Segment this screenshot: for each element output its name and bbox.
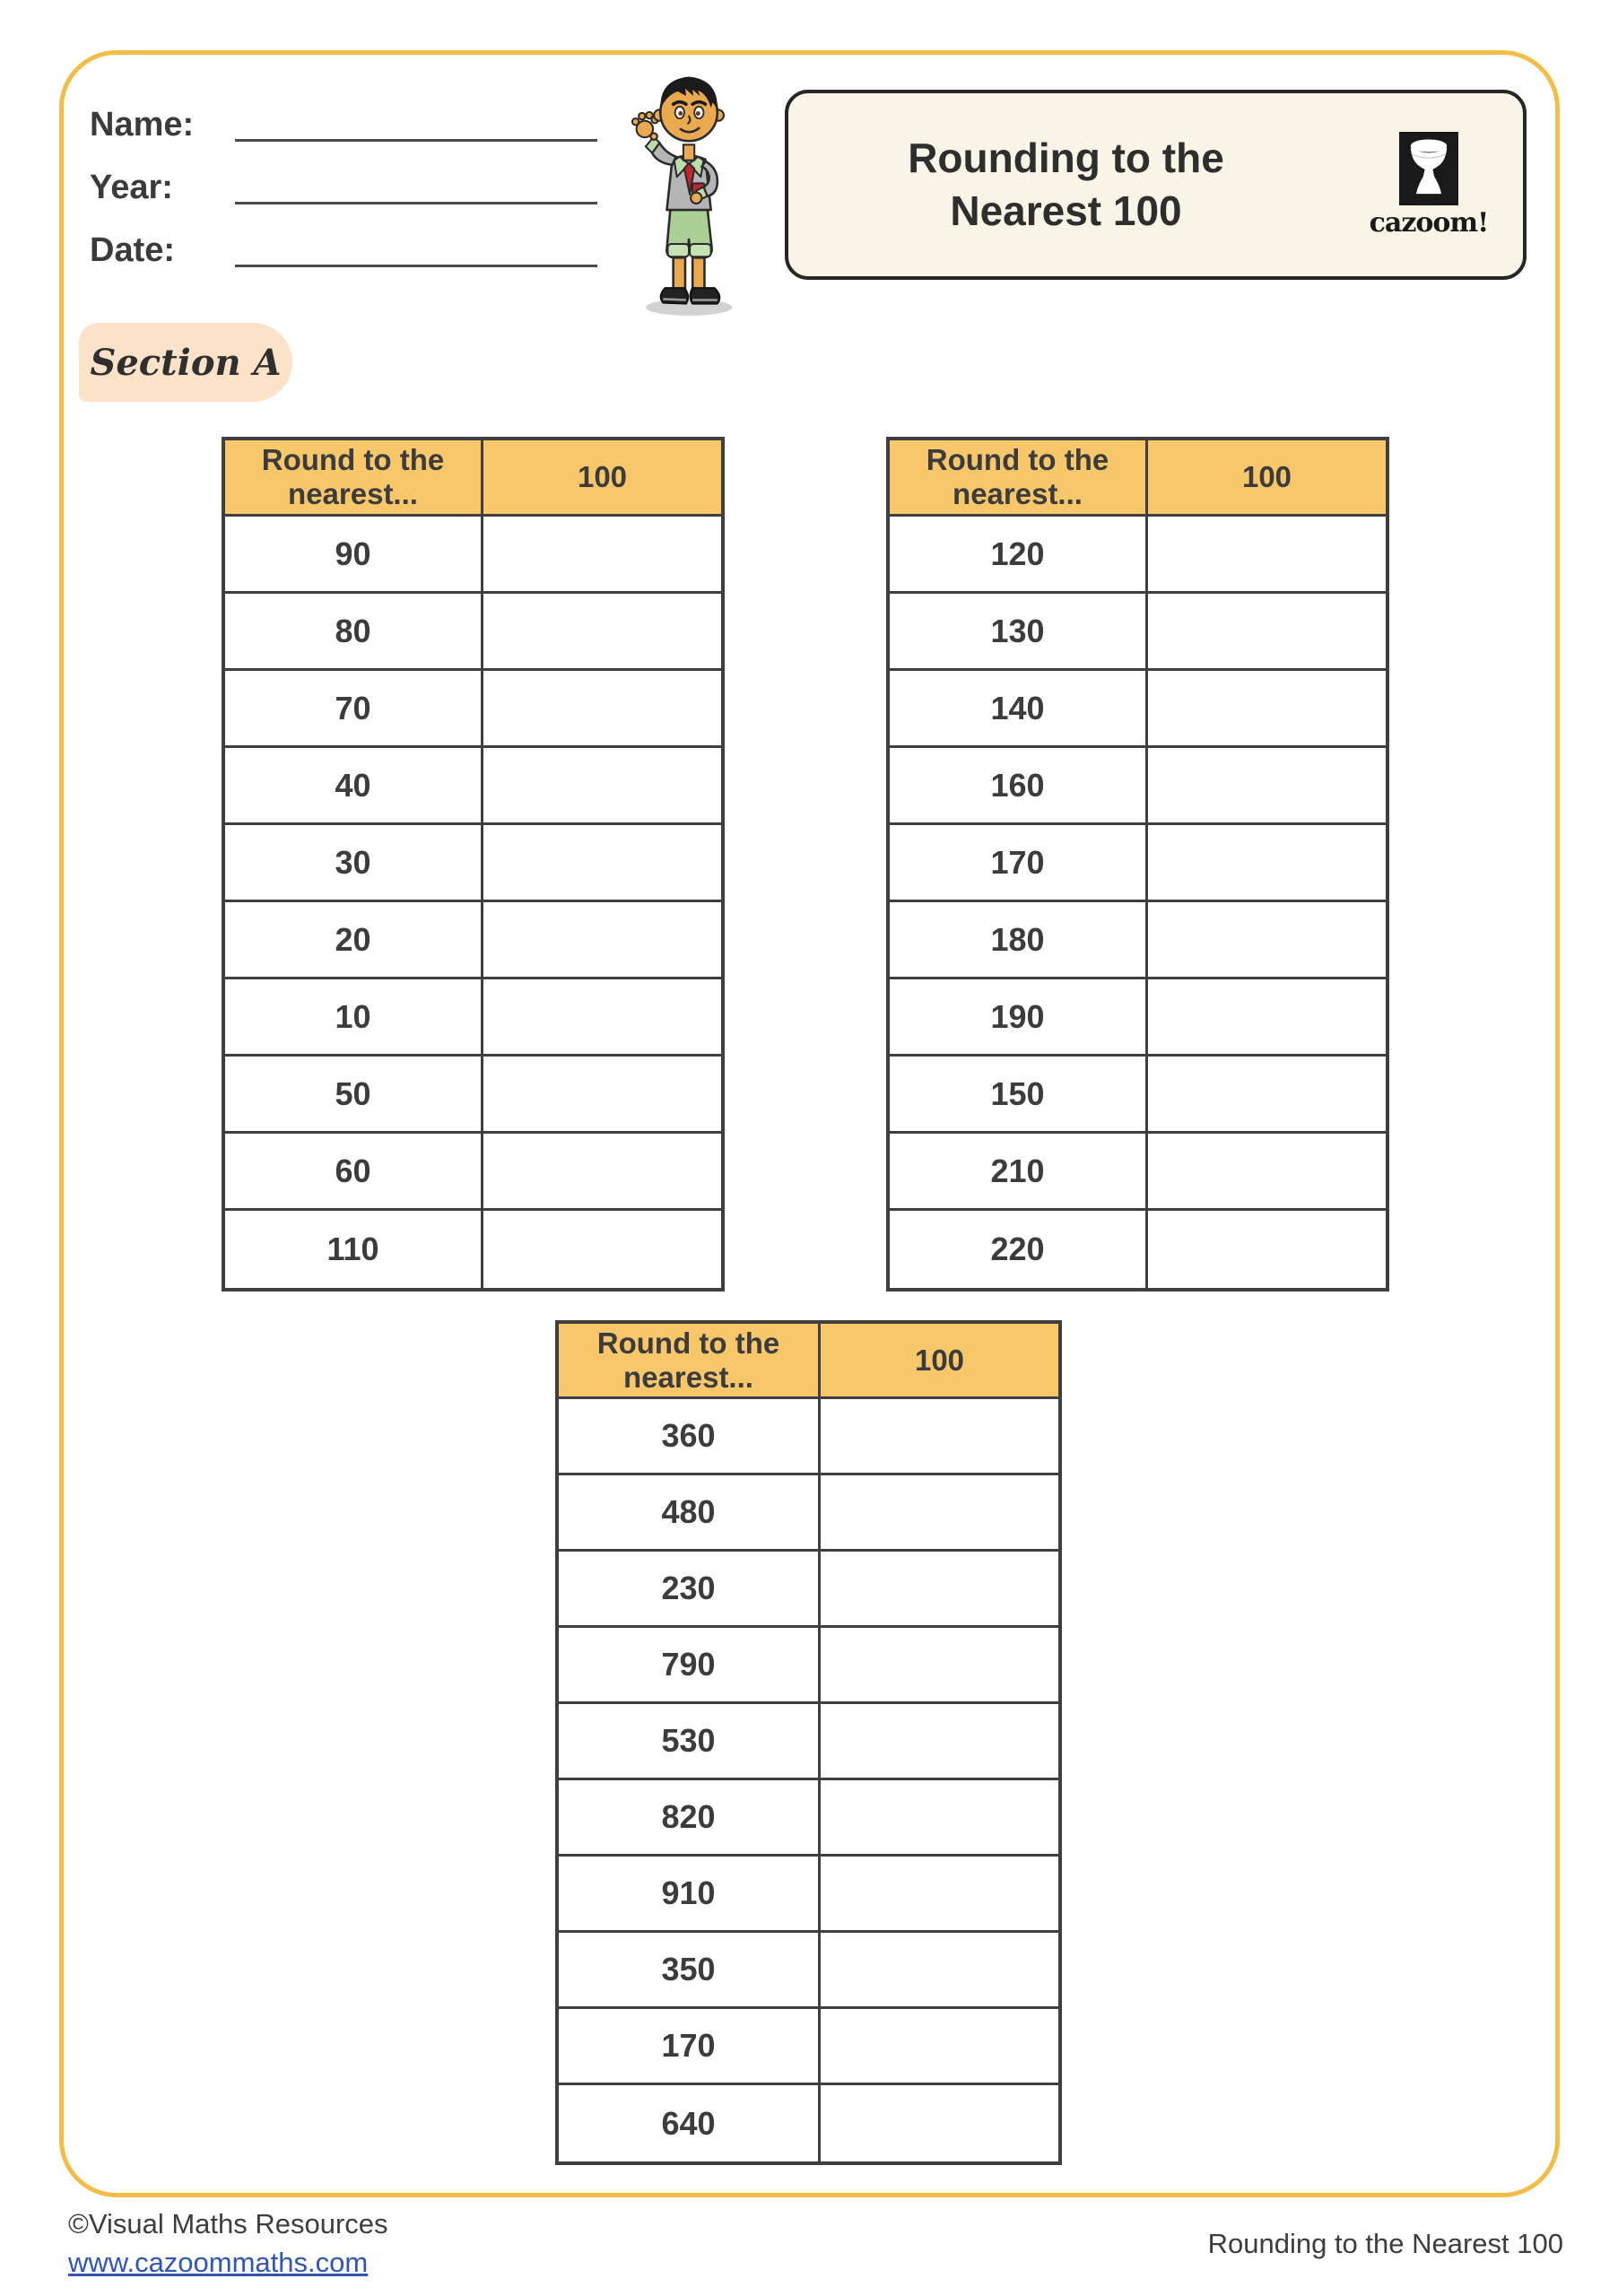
year-row xyxy=(90,163,597,204)
question-value: 820 xyxy=(559,1780,821,1854)
table-row xyxy=(890,517,1386,594)
worksheet-title-line2: Nearest 100 xyxy=(950,187,1182,234)
answer-cell xyxy=(483,671,721,745)
question-value: 220 xyxy=(890,1211,1148,1288)
table-row xyxy=(559,2009,1058,2085)
table-row xyxy=(225,671,721,748)
rounding-table-1 xyxy=(222,437,725,1292)
answer-cell xyxy=(821,2085,1058,2161)
question-value: 170 xyxy=(559,2009,821,2083)
question-value: 20 xyxy=(225,902,483,977)
table-row xyxy=(225,1057,721,1134)
question-value: 150 xyxy=(890,1057,1148,1131)
worksheet-title xyxy=(788,132,1344,238)
question-value: 80 xyxy=(225,594,483,668)
answer-cell xyxy=(821,1475,1058,1549)
table-row xyxy=(559,1399,1058,1475)
question-value: 90 xyxy=(225,517,483,591)
answer-cell xyxy=(483,517,721,591)
question-value: 50 xyxy=(225,1057,483,1131)
date-row xyxy=(90,226,597,267)
student-illustration xyxy=(628,57,746,319)
table-row xyxy=(559,1857,1058,1933)
section-a-label xyxy=(79,323,292,402)
footer-worksheet-title: Rounding to the Nearest 100 xyxy=(1207,2228,1563,2259)
answer-cell xyxy=(483,594,721,668)
question-value: 360 xyxy=(559,1399,821,1473)
question-value: 30 xyxy=(225,825,483,900)
rounding-table-2 xyxy=(886,437,1389,1292)
table-row xyxy=(890,671,1386,748)
question-value: 230 xyxy=(559,1552,821,1625)
table-row xyxy=(559,1933,1058,2009)
answer-cell xyxy=(821,1933,1058,2006)
table-row xyxy=(890,1211,1386,1288)
answer-cell xyxy=(1148,594,1386,668)
table-row xyxy=(559,2085,1058,2161)
worksheet-title-line1: Rounding to the xyxy=(908,135,1224,182)
answer-cell xyxy=(483,1134,721,1208)
answer-cell xyxy=(821,1399,1058,1473)
answer-cell xyxy=(821,2009,1058,2083)
answer-cell xyxy=(821,1857,1058,1930)
table-row xyxy=(890,902,1386,979)
table-header-row xyxy=(225,440,721,517)
header-100: 100 xyxy=(1241,460,1292,494)
date-label: Date: xyxy=(90,231,176,269)
table-row xyxy=(890,979,1386,1057)
table-row xyxy=(225,517,721,594)
answer-cell xyxy=(1148,1134,1386,1208)
question-value: 70 xyxy=(225,671,483,745)
question-value: 910 xyxy=(559,1857,821,1930)
question-value: 480 xyxy=(559,1475,821,1549)
answer-cell xyxy=(483,1057,721,1131)
header-100: 100 xyxy=(577,460,628,494)
table-row xyxy=(890,748,1386,825)
website-link[interactable]: www.cazoommaths.com xyxy=(68,2247,369,2278)
section-a-text: Section A xyxy=(90,341,282,384)
rounding-table-3 xyxy=(555,1320,1062,2165)
name-underline xyxy=(235,103,597,142)
cazoom-logo xyxy=(1344,132,1514,239)
answer-cell xyxy=(483,748,721,822)
table-row xyxy=(225,1211,721,1288)
date-underline xyxy=(235,229,597,267)
table-row xyxy=(559,1475,1058,1552)
table-row xyxy=(890,1057,1386,1134)
question-value: 110 xyxy=(225,1211,483,1288)
copyright-text: ©Visual Maths Resources xyxy=(68,2208,388,2239)
answer-cell xyxy=(821,1628,1058,1701)
table-row xyxy=(225,825,721,902)
table-row xyxy=(559,1704,1058,1780)
table-row xyxy=(225,902,721,979)
table-row xyxy=(559,1552,1058,1628)
question-value: 210 xyxy=(890,1134,1148,1208)
name-label: Name: xyxy=(90,106,195,144)
year-underline xyxy=(235,166,597,204)
table-row xyxy=(225,594,721,671)
cazoom-brand-text: cazoom! xyxy=(1369,206,1489,239)
question-value: 60 xyxy=(225,1134,483,1208)
question-value: 120 xyxy=(890,517,1148,591)
table-row xyxy=(890,1134,1386,1211)
table-row xyxy=(225,979,721,1057)
answer-cell xyxy=(483,825,721,900)
table-header-row xyxy=(890,440,1386,517)
worksheet-title-box xyxy=(785,90,1527,280)
answer-cell xyxy=(1148,1057,1386,1131)
answer-cell xyxy=(1148,748,1386,822)
header-round-to-nearest: Round to the nearest... xyxy=(890,440,1148,514)
answer-cell xyxy=(821,1780,1058,1854)
question-value: 140 xyxy=(890,671,1148,745)
header-round-to-nearest: Round to the nearest... xyxy=(225,440,483,514)
question-value: 130 xyxy=(890,594,1148,668)
answer-cell xyxy=(483,979,721,1054)
question-value: 170 xyxy=(890,825,1148,900)
answer-cell xyxy=(821,1704,1058,1778)
question-value: 180 xyxy=(890,902,1148,977)
table-row xyxy=(890,594,1386,671)
identity-block xyxy=(90,100,597,289)
answer-cell xyxy=(1148,671,1386,745)
question-value: 190 xyxy=(890,979,1148,1054)
question-value: 790 xyxy=(559,1628,821,1701)
answer-cell xyxy=(1148,1211,1386,1288)
answer-cell xyxy=(1148,902,1386,977)
table-row xyxy=(890,825,1386,902)
question-value: 350 xyxy=(559,1933,821,2006)
name-row xyxy=(90,100,597,142)
answer-cell xyxy=(1148,979,1386,1054)
header-100: 100 xyxy=(914,1343,965,1377)
table-row xyxy=(559,1780,1058,1857)
header-round-to-nearest: Round to the nearest... xyxy=(559,1324,821,1396)
question-value: 40 xyxy=(225,748,483,822)
answer-cell xyxy=(483,1211,721,1288)
cazoom-drum-logo-icon xyxy=(1399,132,1458,205)
answer-cell xyxy=(821,1552,1058,1625)
question-value: 10 xyxy=(225,979,483,1054)
table-row xyxy=(225,1134,721,1211)
footer-left xyxy=(68,2208,388,2279)
answer-cell xyxy=(1148,517,1386,591)
year-label: Year: xyxy=(90,169,173,206)
answer-cell xyxy=(483,902,721,977)
table-row xyxy=(225,748,721,825)
question-value: 160 xyxy=(890,748,1148,822)
table-header-row xyxy=(559,1324,1058,1399)
table-row xyxy=(559,1628,1058,1704)
question-value: 640 xyxy=(559,2085,821,2161)
answer-cell xyxy=(1148,825,1386,900)
question-value: 530 xyxy=(559,1704,821,1778)
